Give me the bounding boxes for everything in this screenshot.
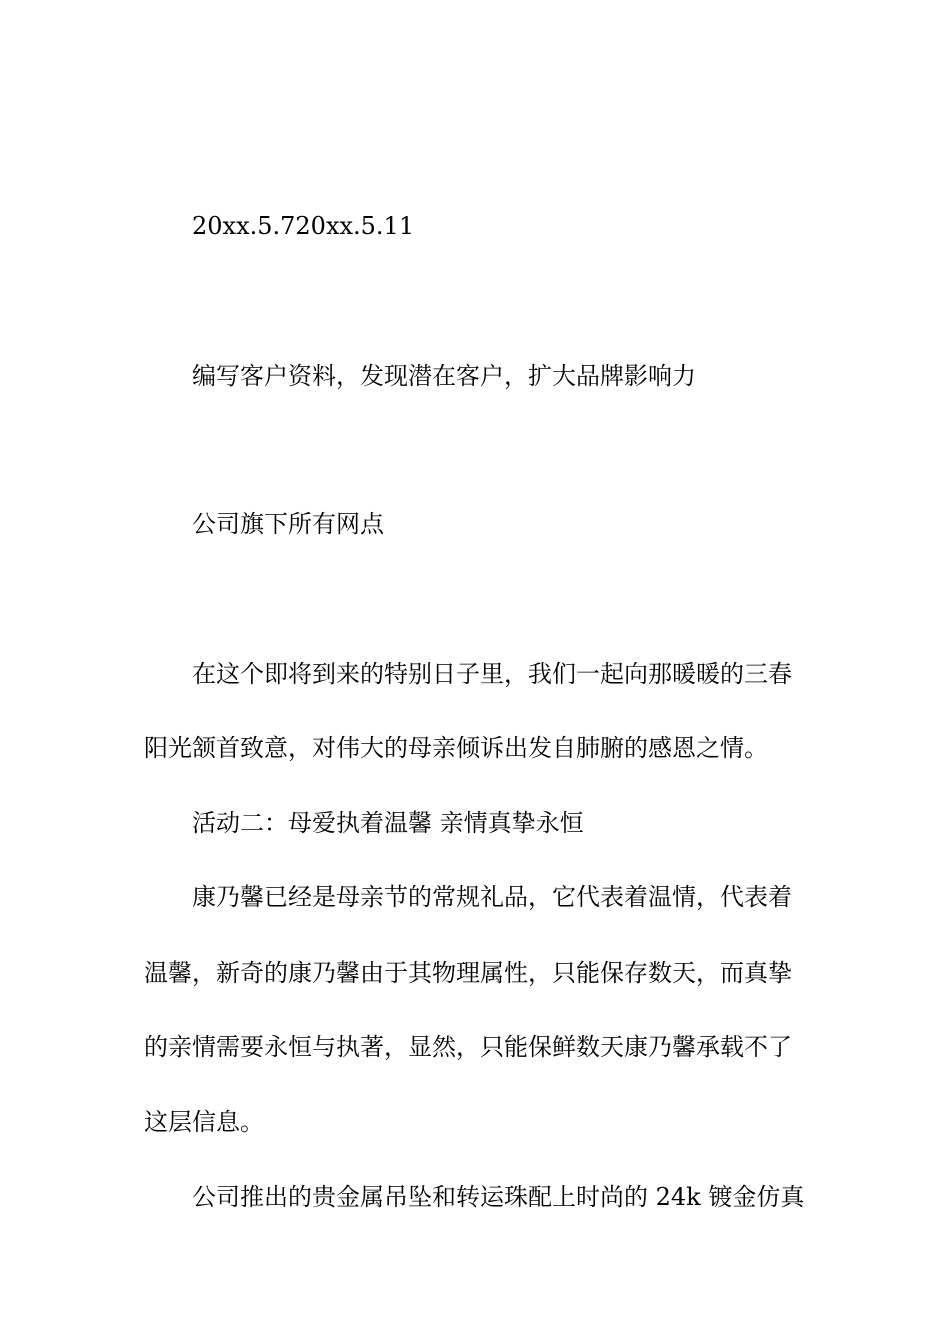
activity2-body-line-1: 康乃馨已经是母亲节的常规礼品，它代表着温情，代表着: [192, 883, 792, 911]
activity2-heading: 活动二：母爱执着温馨 亲情真挚永恒: [192, 809, 584, 837]
activity2-body-line-4: 这层信息。: [144, 1108, 264, 1136]
intro-line-1: 在这个即将到来的特别日子里，我们一起向那暖暖的三春: [192, 660, 792, 688]
date-range: 20xx.5.720xx.5.11: [192, 212, 415, 240]
product-intro-line-1: 公司推出的贵金属吊坠和转运珠配上时尚的 24k 镀金仿真: [192, 1183, 805, 1211]
intro-line-2: 阳光颔首致意，对伟大的母亲倾诉出发自肺腑的感恩之情。: [144, 734, 768, 762]
scope-text: 公司旗下所有网点: [192, 510, 384, 538]
purpose-text: 编写客户资料，发现潜在客户，扩大品牌影响力: [192, 362, 696, 390]
activity2-body-line-2: 温馨，新奇的康乃馨由于其物理属性，只能保存数天，而真挚: [144, 959, 792, 987]
activity2-body-line-3: 的亲情需要永恒与执著，显然，只能保鲜数天康乃馨承载不了: [144, 1033, 792, 1061]
